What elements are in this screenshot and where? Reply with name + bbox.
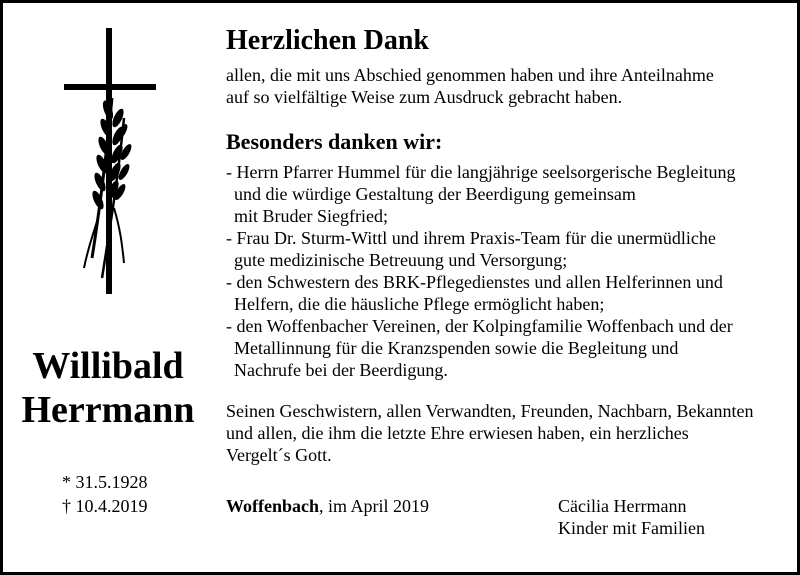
- deceased-last-name: Herrmann: [21, 389, 195, 431]
- death-date: † 10.4.2019: [62, 496, 148, 516]
- closing-line: und allen, die ihm die letzte Ehre erwiesen haben, ein herzliches: [226, 423, 689, 443]
- closing-text: [226, 400, 754, 466]
- thanks-line: - Frau Dr. Sturm-Wittl und ihrem Praxis-Team für die unermüdliche: [226, 228, 716, 248]
- thanks-line: gute medizinische Betreuung und Versorgung;: [234, 250, 568, 270]
- closing-line: Seinen Geschwistern, allen Verwandten, Freunden, Nachbarn, Bekannten: [226, 401, 754, 421]
- closing-line: Vergelt´s Gott.: [226, 445, 332, 465]
- thanks-line: - den Schwestern des BRK-Pflegedienstes und allen Helferinnen und: [226, 272, 723, 292]
- intro-line: allen, die mit uns Abschied genommen haben und ihre Anteilnahme: [226, 65, 714, 85]
- thanks-list: [226, 161, 735, 381]
- thanks-line: - den Woffenbacher Vereinen, der Kolpingfamilie Woffenbach und der: [226, 316, 733, 336]
- intro-text: [226, 64, 714, 108]
- special-thanks-heading: Besonders danken wir:: [226, 129, 443, 154]
- place-and-date: [226, 495, 429, 517]
- signature-line: Kinder mit Familien: [558, 518, 705, 538]
- intro-line: auf so vielfältige Weise zum Ausdruck gebracht haben.: [226, 87, 623, 107]
- thanks-line: Helfern, die die häusliche Pflege ermöglicht haben;: [234, 294, 605, 314]
- thanks-line: und die würdige Gestaltung der Beerdigung gemeinsam: [234, 184, 636, 204]
- main-heading: Herzlichen Dank: [226, 25, 429, 56]
- cross-with-wheat-icon: [62, 28, 158, 294]
- deceased-first-name: Willibald: [32, 345, 184, 387]
- notice-date: , im April 2019: [319, 496, 430, 516]
- place-name: Woffenbach: [226, 496, 320, 516]
- thanks-line: - Herrn Pfarrer Hummel für die langjährige seelsorgerische Begleitung: [226, 162, 736, 182]
- birth-date: * 31.5.1928: [62, 472, 148, 492]
- signature-line: Cäcilia Herrmann: [558, 496, 687, 516]
- signature: [558, 495, 705, 539]
- thanks-line: Nachrufe bei der Beerdigung.: [234, 360, 448, 380]
- thanks-line: mit Bruder Siegfried;: [234, 206, 388, 226]
- life-dates: [62, 470, 148, 518]
- thanks-line: Metallinnung für die Kranzspenden sowie die Begleitung und: [234, 338, 679, 358]
